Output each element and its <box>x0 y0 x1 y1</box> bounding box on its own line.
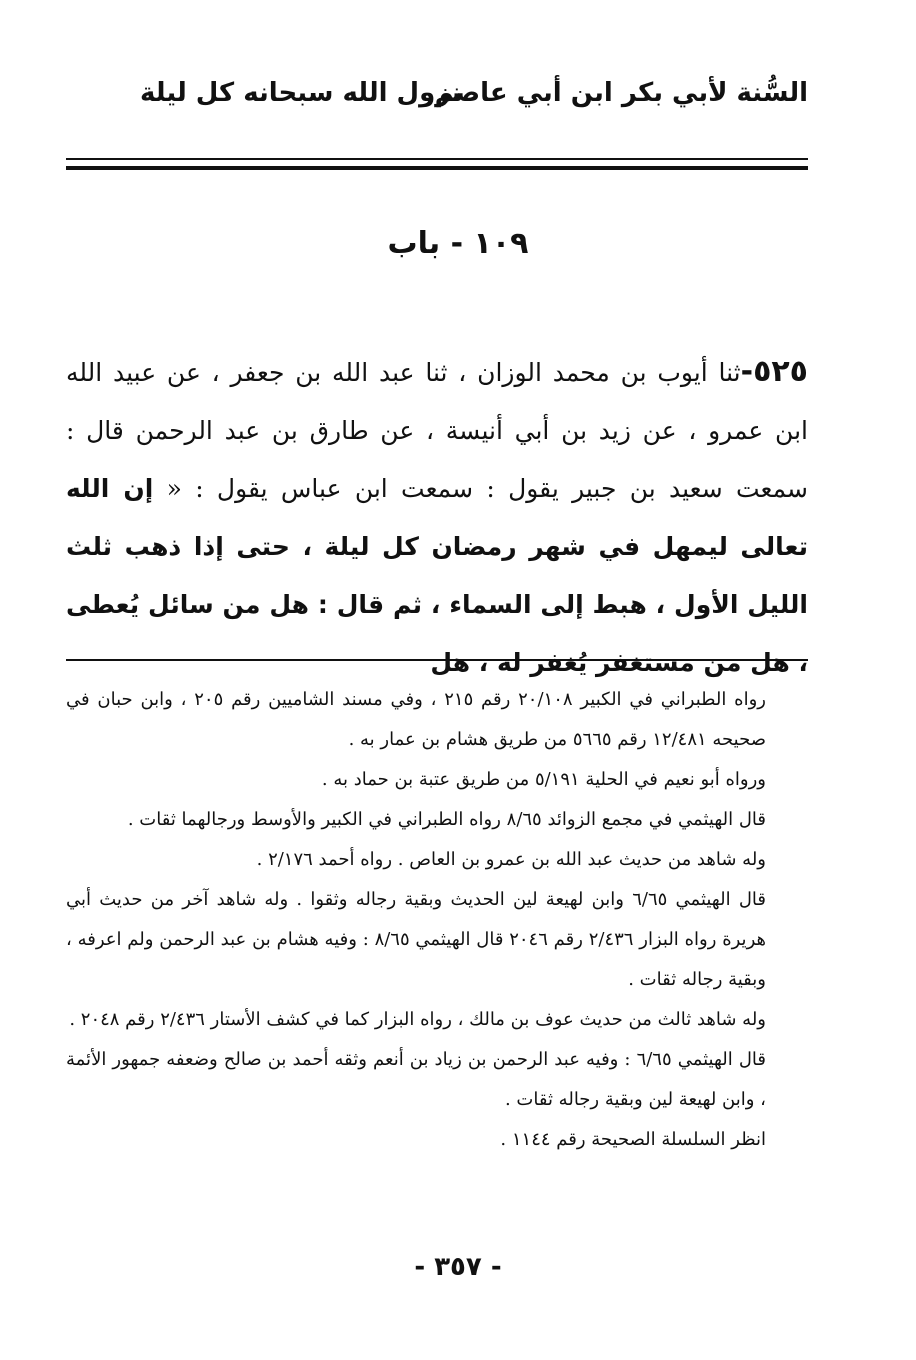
footnote-separator <box>66 659 808 661</box>
footnote-line: وله شاهد ثالث من حديث عوف بن مالك ، رواه البزار كما في كشف الأستار ٢/٤٣٦ رقم ٢٠٤٨ . <box>69 1009 766 1030</box>
footnote-line: وله شاهد من حديث عبد الله بن عمرو بن العاص . رواه أحمد ٢/١٧٦ . <box>256 849 766 870</box>
footnote-line: قال الهيثمي في مجمع الزوائد ٨/٦٥ رواه الطبراني في الكبير والأوسط ورجالهما ثقات . <box>127 809 766 830</box>
header-rule-thin <box>66 158 808 160</box>
header-rule-thick <box>66 166 808 170</box>
running-header-book-title: السُّنة لأبي بكر ابن أبي عاصم <box>434 78 808 108</box>
hadith-paragraph <box>66 343 808 692</box>
footnote-line: انظر السلسلة الصحيحة رقم ١١٤٤ . <box>500 1129 766 1150</box>
footnote-line: رواه الطبراني في الكبير ٢٠/١٠٨ رقم ٢١٥ ، وفي مسند الشاميين رقم ٢٠٥ ، وابن حبان في صحيحه ١٢/٤٨١ رقم ٥٦٦٥ من طريق هشام بن عمار به . <box>66 689 766 750</box>
hadith-number: ٥٢٥- <box>740 354 808 389</box>
page-number: - ٣٥٧ - <box>414 1252 502 1282</box>
running-header-section-title: نزول الله سبحانه كل ليلة <box>140 78 462 108</box>
footnotes <box>66 680 766 1160</box>
footnote-line: ورواه أبو نعيم في الحلية ٥/١٩١ من طريق عتبة بن حماد به . <box>321 769 766 790</box>
footnote-line: قال الهيثمي ٦/٦٥ : وفيه عبد الرحمن بن زياد بن أنعم وثقه أحمد بن صالح وضعفه جمهور الأئمة ، وابن لهيعة لين وبقية رجاله ثقات . <box>66 1049 767 1110</box>
footnote-line: قال الهيثمي ٦/٦٥ وابن لهيعة لين الحديث وبقية رجاله وثقوا . وله شاهد آخر من حديث أبي هريرة رواه البزار ٢/٤٣٦ رقم ٢٠٤٦ قال الهيثمي ٨/٦٥ : وفيه هشام بن عبد الرحمن ولم اعرفه ، وبقية رجاله ثقات . <box>66 889 766 990</box>
hadith-chain: ثنا أيوب بن محمد الوزان ، ثنا عبد الله بن جعفر ، عن عبيد الله ابن عمرو ، عن زيد بن أبي أنيسة ، عن طارق بن عبد الرحمن قال : سمعت سعيد بن جبير يقول : سمعت ابن عباس يقول : « <box>66 358 808 503</box>
chapter-heading: ١٠٩ - باب <box>387 226 529 261</box>
hadith-text: إن الله تعالى ليمهل في شهر رمضان كل ليلة ، حتى إذا ذهب ثلث الليل الأول ، هبط إلى السماء ، ثم قال : هل من سائل يُعطى ، هل من مستغفر يُغفر له ، هل <box>66 474 808 677</box>
